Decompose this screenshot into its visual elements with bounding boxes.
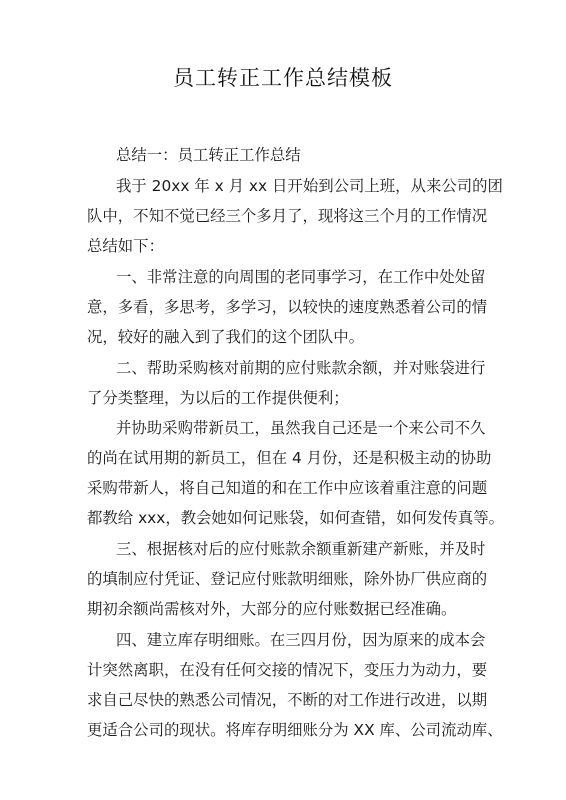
paragraph-line: 我于 20xx 年 x 月 xx 日开始到公司上班，从来公司的团 [116, 177, 503, 195]
paragraph-line: 求自己尽快的熟悉公司情况，不断的对工作进行改进，以期 [87, 691, 488, 709]
section-heading: 总结一：员工转正工作总结 [116, 146, 301, 164]
paragraph-line: 采购带新人，将自己知道的和在工作中应该着重注意的问题 [87, 479, 488, 497]
paragraph-line: 的尚在试用期的新员工，但在 4 月份，还是积极主动的协助 [87, 449, 492, 467]
paragraph-line: 况，较好的融入到了我们的这个团队中。 [87, 328, 365, 346]
paragraph-line: 了分类整理，为以后的工作提供便利； [87, 389, 349, 407]
paragraph-line: 意，多看，多思考，多学习，以较快的速度熟悉着公司的情 [87, 298, 488, 316]
paragraph-line: 二、帮助采购核对前期的应付账款余额，并对账袋进行 [116, 359, 486, 377]
paragraph-line: 的填制应付凭证、登记应付账款明细账，除外协厂供应商的 [87, 570, 488, 588]
paragraph-line: 总结如下： [87, 237, 164, 255]
paragraph-line: 并协助采购带新员工，虽然我自己还是一个来公司不久 [116, 419, 486, 437]
paragraph-line: 一、非常注意的向周围的老同事学习，在工作中处处留 [116, 268, 486, 286]
paragraph-line: 三、根据核对后的应付账款余额重新建产新账，并及时 [116, 540, 486, 558]
paragraph-line: 期初余额尚需核对外，大部分的应付账数据已经准确。 [87, 600, 457, 618]
document-title: 员工转正工作总结模板 [173, 66, 393, 90]
paragraph-line: 都教给 xxx，教会她如何记账袋，如何查错，如何发传真等。 [87, 509, 504, 527]
paragraph-line: 计突然离职，在没有任何交接的情况下，变压力为动力，要 [87, 661, 488, 679]
paragraph-line: 更适合公司的现状。将库存明细账分为 XX 库、公司流动库、 [87, 721, 503, 739]
paragraph-line: 四、建立库存明细账。在三四月份，因为原来的成本会 [116, 631, 486, 649]
paragraph-line: 队中，不知不觉已经三个多月了，现将这三个月的工作情况 [87, 207, 488, 225]
